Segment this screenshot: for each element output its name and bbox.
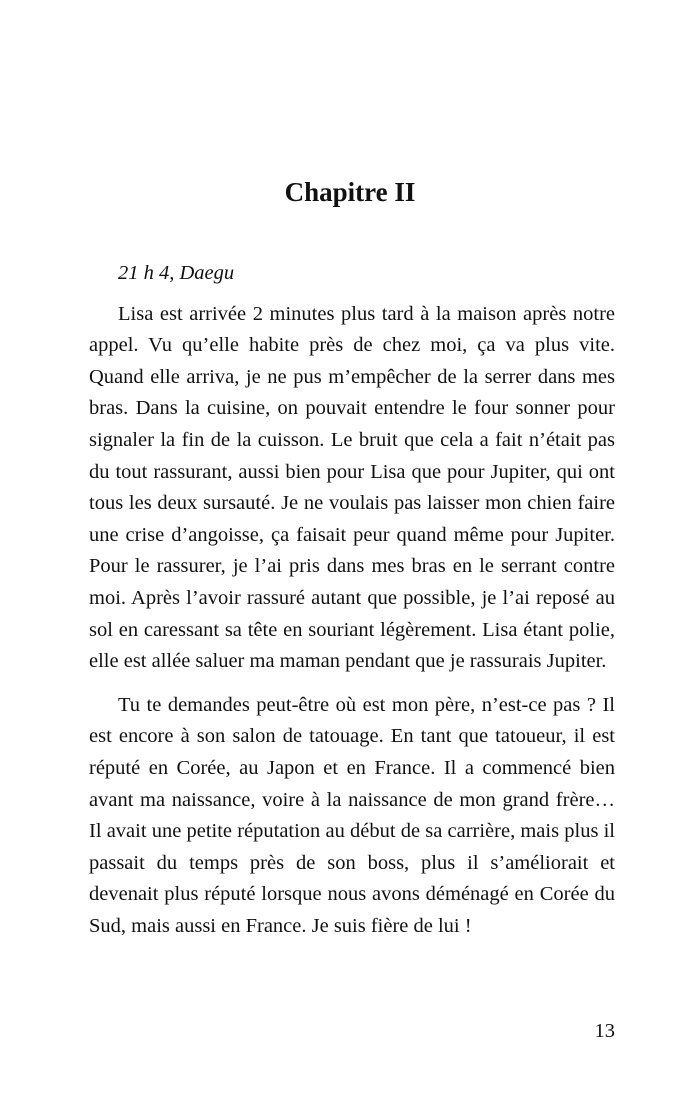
chapter-title: Chapitre II <box>284 177 416 207</box>
time-place-heading: 21 h 4, Daegu <box>118 262 235 284</box>
chapter-body <box>89 258 615 942</box>
paragraph-2: Tu te demandes peut-être où est mon père, n’est-ce pas ? Il est encore à son salon de tatouage. En tant que tatoueur, il est réputé en Corée, au Japon et en France. Il a commencé bien avant ma naissance, voire à la naissance de mon grand frère… Il avait une petite réputation au début de sa carrière, mais plus il passait du temps près de son boss, plus il s’améliorait et devenait plus réputé lorsque nous avons déménagé en Corée du Sud, mais aussi en France. Je suis fière de lui ! <box>89 693 615 937</box>
paragraph-1: Lisa est arrivée 2 minutes plus tard à la maison après notre appel. Vu qu’elle habite près de chez moi, ça va plus vite. Quand elle arriva, je ne pus m’empêcher de la serrer dans mes bras. Dans la cuisine, on pouvait entendre le four sonner pour signaler la fin de la cuisson. Le bruit que cela a fait n’était pas du tout rassurant, aussi bien pour Lisa que pour Jupiter, qui ont tous les deux sursauté. Je ne voulais pas laisser mon chien faire une crise d’angoisse, ça faisait peur quand même pour Jupiter. Pour le rassurer, je l’ai pris dans mes bras en le serrant contre moi. Après l’avoir rassuré autant que possible, je l’ai reposé au sol en caressant sa tête en souriant légèrement. Lisa étant polie, elle est allée saluer ma maman pendant que je rassurais Jupiter. <box>89 302 615 673</box>
page-number: 13 <box>594 1020 615 1042</box>
